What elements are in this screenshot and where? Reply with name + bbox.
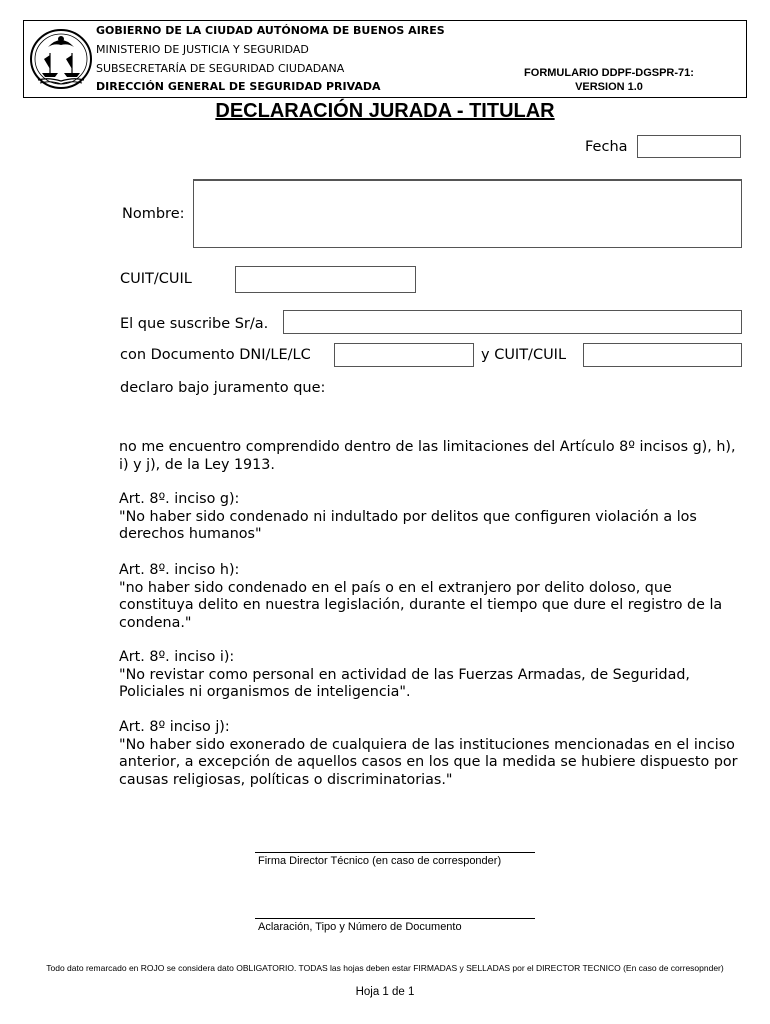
suscribe-input[interactable] (283, 310, 742, 334)
article-g-text: "No haber sido condenado ni indultado por delitos que configuren violación a los derechos humanos" (119, 508, 697, 542)
article-i-heading: Art. 8º. inciso i): (119, 649, 235, 665)
form-code: FORMULARIO DDPF-DGSPR-71: (524, 67, 694, 79)
article-j-text: "No haber sido exonerado de cualquiera de las instituciones mencionadas en el inciso anterior, a excepción de aquellos casos en los que la medida se hubiere dispuesto por causas religiosas, políticas o discriminatorias." (119, 736, 738, 788)
article-g (119, 491, 749, 544)
city-shield-logo-icon (28, 25, 94, 91)
article-g-heading: Art. 8º. inciso g): (119, 491, 240, 507)
article-h (119, 562, 749, 632)
cuit2-input[interactable] (583, 343, 742, 367)
footer-note: Todo dato remarcado en ROJO se considera dato OBLIGATORIO. TODAS las hojas deben estar FIRMADAS y SELLADAS por el DIRECTOR TECNICO (En caso de corresopnder) (46, 963, 724, 973)
article-i-text: "No revistar como personal en actividad de las Fuerzas Armadas, de Seguridad, Policiales ni organismos de inteligencia". (119, 666, 690, 700)
form-version: VERSION 1.0 (575, 81, 643, 93)
header-subsecretary: SUBSECRETARÍA DE SEGURIDAD CIUDADANA (96, 62, 345, 75)
cuit-label: CUIT/CUIL (120, 271, 192, 287)
header-ministry: MINISTERIO DE JUSTICIA Y SEGURIDAD (96, 43, 309, 56)
header-direction: DIRECCIÓN GENERAL DE SEGURIDAD PRIVADA (96, 80, 381, 93)
suscribe-label: El que suscribe Sr/a. (120, 316, 269, 332)
article-h-text: "no haber sido condenado en el país o en el extranjero por delito doloso, que constituya delito en nuestra legislación, durante el tiempo que dure el registro de la condena." (119, 579, 723, 631)
nombre-input[interactable] (193, 179, 742, 248)
cuit2-label: y CUIT/CUIL (481, 347, 567, 363)
documento-input[interactable] (334, 343, 474, 367)
firma-line[interactable] (255, 852, 535, 853)
page-title: DECLARACIÓN JURADA - TITULAR (215, 100, 555, 122)
aclaracion-line[interactable] (255, 918, 535, 919)
intro-paragraph: no me encuentro comprendido dentro de las limitaciones del Artículo 8º incisos g), h), i) y j), de la Ley 1913. (119, 439, 736, 473)
firma-label: Firma Director Técnico (en caso de corresponder) (258, 855, 502, 867)
article-h-heading: Art. 8º. inciso h): (119, 562, 240, 578)
documento-label: con Documento DNI/LE/LC (120, 347, 311, 363)
fecha-label: Fecha (585, 139, 628, 155)
article-j-heading: Art. 8º inciso j): (119, 719, 230, 735)
aclaracion-label: Aclaración, Tipo y Número de Documento (258, 921, 462, 933)
declaro-text: declaro bajo juramento que: (120, 380, 326, 396)
header-box (23, 20, 747, 98)
page-number: Hoja 1 de 1 (355, 986, 415, 998)
fecha-input[interactable] (637, 135, 741, 158)
article-i (119, 649, 749, 702)
article-j (119, 719, 749, 789)
cuit-input[interactable] (235, 266, 416, 293)
header-government: GOBIERNO DE LA CIUDAD AUTÓNOMA DE BUENOS AIRES (96, 24, 445, 37)
nombre-label: Nombre: (122, 206, 185, 222)
